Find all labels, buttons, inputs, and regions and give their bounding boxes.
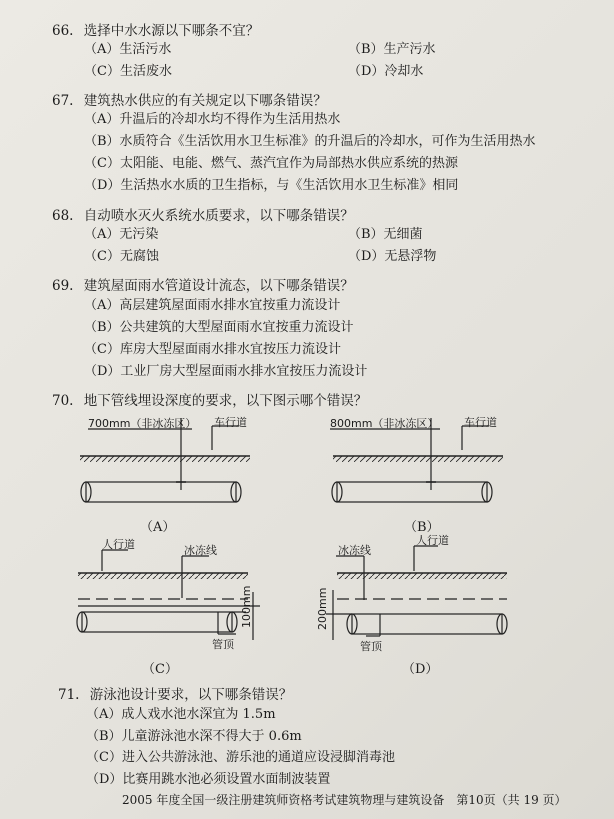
pipe [86,482,236,502]
question-number: 67. [52,93,74,109]
option-66a: （A）生活污水 [84,42,172,57]
option-67c: （C）太阳能、电能、燃气、蒸汽宜作为局部热水供应系统的热源 [84,156,458,171]
question-number: 69. [52,278,74,294]
option-66d: （D）冷却水 [348,64,424,79]
diagram-d [326,546,507,640]
question-number: 70. [52,393,74,409]
option-66b: （B）生产污水 [348,42,436,57]
option-71d: （D）比赛用跳水池必须设置水面制波装置 [86,772,331,787]
option-66c: （C）生活废水 [84,64,172,79]
pipe [337,482,487,502]
diagram-d-pipe-label: 管顶 [360,640,382,653]
diagram-c-frost-label: 冰冻线 [184,544,217,557]
option-68a: （A）无污染 [84,227,159,242]
question-text: 建筑热水供应的有关规定以下哪条错误？ [83,93,327,109]
option-67a: （A）升温后的冷却水均不得作为生活用热水 [84,112,341,127]
question-text: 选择中水水源以下哪条不宜？ [83,23,260,39]
diagram-c-walk-label: 人行道 [102,538,135,551]
option-69a: （A）高层建筑屋面雨水排水宜按重力流设计 [84,298,341,313]
ground-hatch [337,573,507,579]
diagram-d-walk-label: 人行道 [416,534,449,547]
diagram-d-frost-label: 冰冻线 [338,544,371,557]
diagram-b-caption: （B） [404,520,440,535]
option-68c: （C）无腐蚀 [84,249,159,264]
option-69d: （D）工业厂房大型屋面雨水排水宜按压力流设计 [84,364,368,379]
ground-hatch [333,456,503,462]
diagram-a-caption: （A） [140,520,176,535]
pipe [352,614,502,634]
diagram-c-dim-label: 100mm [240,585,253,628]
option-67b: （B）水质符合《生活饮用水卫生标准》的升温后的冷却水，可作为生活用热水 [84,134,536,149]
question-text: 自动喷水灭火系统水质要求，以下哪条错误？ [83,208,354,224]
page-footer: 2005 年度全国一级注册建筑师资格考试建筑物理与建筑设备 第10页（共 19 页） [122,793,567,807]
question-number: 71. [58,687,80,703]
diagram-d-caption: （D） [402,662,439,677]
option-71a: （A）成人戏水池水深宜为 1.5m [86,707,276,722]
option-69c: （C）库房大型屋面雨水排水宜按压力流设计 [84,342,341,357]
option-71c: （C）进入公共游泳池、游乐池的通道应设浸脚消毒池 [86,750,395,765]
diagram-d-dim-label: 200mm [316,587,329,630]
diagram-b-road-label: 车行道 [464,416,497,429]
question-text: 建筑屋面雨水管道设计流态，以下哪条错误？ [83,278,354,294]
question-71 [58,686,292,704]
pipe [82,612,232,632]
question-number: 68. [52,208,74,224]
ground-hatch [80,456,250,462]
option-68b: （B）无细菌 [348,227,423,242]
diagram-c-pipe-label: 管顶 [212,638,234,651]
option-71b: （B）儿童游泳池水深不得大于 0.6m [86,729,302,744]
diagram-c [77,550,260,640]
option-69b: （B）公共建筑的大型屋面雨水宜按重力流设计 [84,320,354,335]
diagram-c-caption: （C） [142,662,178,677]
diagram-a-road-label: 车行道 [214,416,247,429]
diagram-b-depth-label: 800mm（非冰冻区） [330,417,439,430]
question-text: 地下管线埋设深度的要求，以下图示哪个错误？ [83,393,368,409]
ground-hatch [78,573,248,579]
question-text: 游泳池设计要求，以下哪条错误？ [89,687,293,703]
option-67d: （D）生活热水水质的卫生指标，与《生活饮用水卫生标准》相同 [84,178,459,193]
question-number: 66. [52,23,74,39]
option-68d: （D）无悬浮物 [348,249,437,264]
diagram-a-depth-label: 700mm（非冰冻区） [88,417,197,430]
